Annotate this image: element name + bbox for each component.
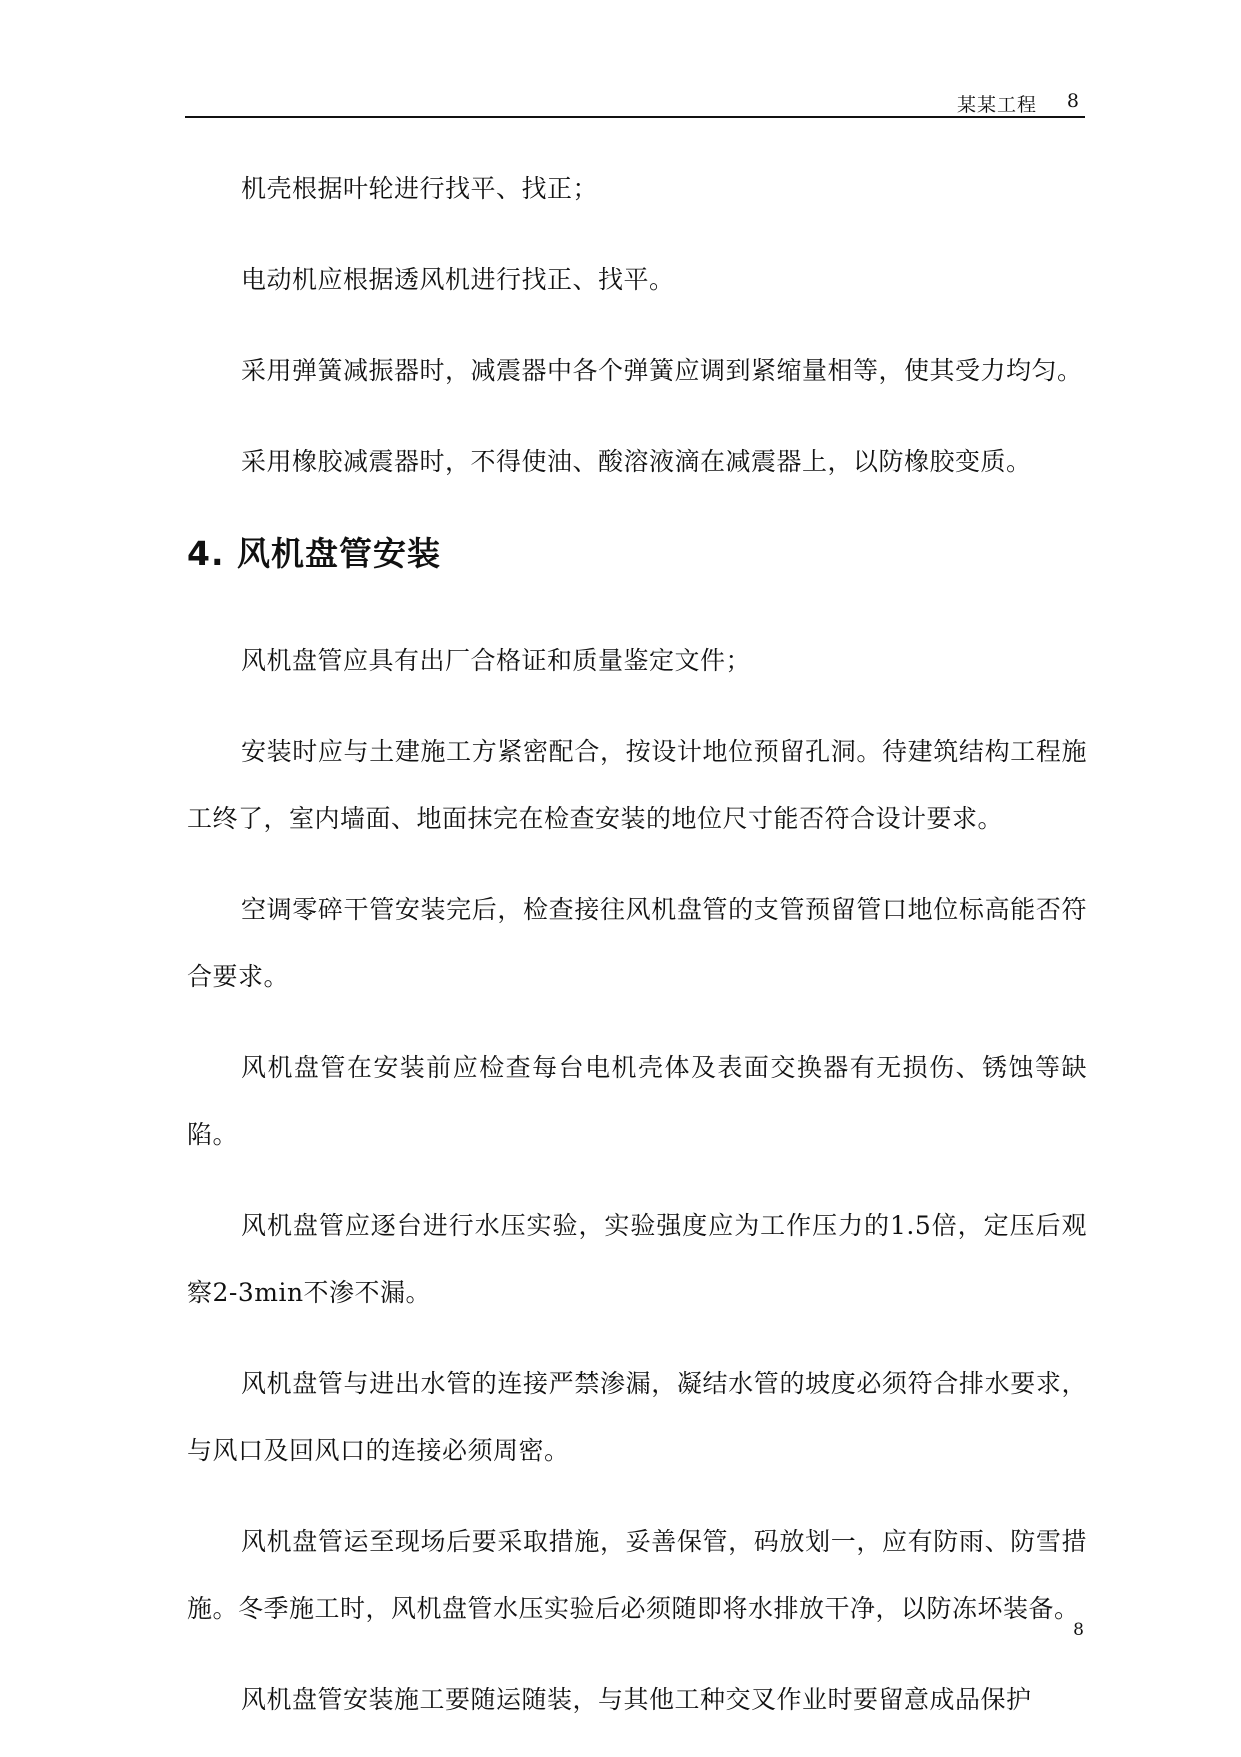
paragraph: 风机盘管与进出水管的连接严禁渗漏，凝结水管的坡度必须符合排水要求，与风口及回风口的连接必须周密。 [187,1369,1087,1465]
paragraph: 风机盘管安装施工要随运随装，与其他工种交叉作业时要留意成品保护 [241,1685,1032,1714]
paragraph: 采用弹簧减振器时，减震器中各个弹簧应调到紧缩量相等，使其受力均匀。 [241,356,1083,385]
paragraph: 机壳根据叶轮进行找平、找正； [241,174,599,203]
paragraph: 空调零碎干管安装完后，检查接往风机盘管的支管预留管口地位标高能否符合要求。 [187,895,1087,991]
paragraph: 风机盘管运至现场后要采取措施，妥善保管，码放划一，应有防雨、防雪措施。冬季施工时，风机盘管水压实验后必须随即将水排放干净，以防冻坏装备。 [187,1527,1087,1623]
paragraph: 采用橡胶减震器时，不得使油、酸溶液滴在减震器上，以防橡胶变质。 [241,447,1032,476]
paragraph: 风机盘管应具有出厂合格证和质量鉴定文件； [241,646,752,675]
paragraph: 风机盘管在安装前应检查每台电机壳体及表面交换器有无损伤、锈蚀等缺陷。 [187,1053,1087,1149]
paragraph: 风机盘管应逐台进行水压实验，实验强度应为工作压力的1.5倍，定压后观察2-3min不渗不漏。 [187,1211,1087,1307]
header-title: 某某工程 [956,94,1037,116]
paragraph: 安装时应与土建施工方紧密配合，按设计地位预留孔洞。待建筑结构工程施工终了，室内墙面、地面抹完在检查安装的地位尺寸能否符合设计要求。 [187,737,1087,833]
header-page-number: 8 [1066,90,1079,112]
paragraph: 电动机应根据透风机进行找正、找平。 [241,265,675,294]
footer-page-number: 8 [1073,1620,1084,1640]
page-header [185,82,1085,118]
section-heading: 4. 风机盘管安装 [187,534,441,573]
document-body [187,155,1087,1757]
